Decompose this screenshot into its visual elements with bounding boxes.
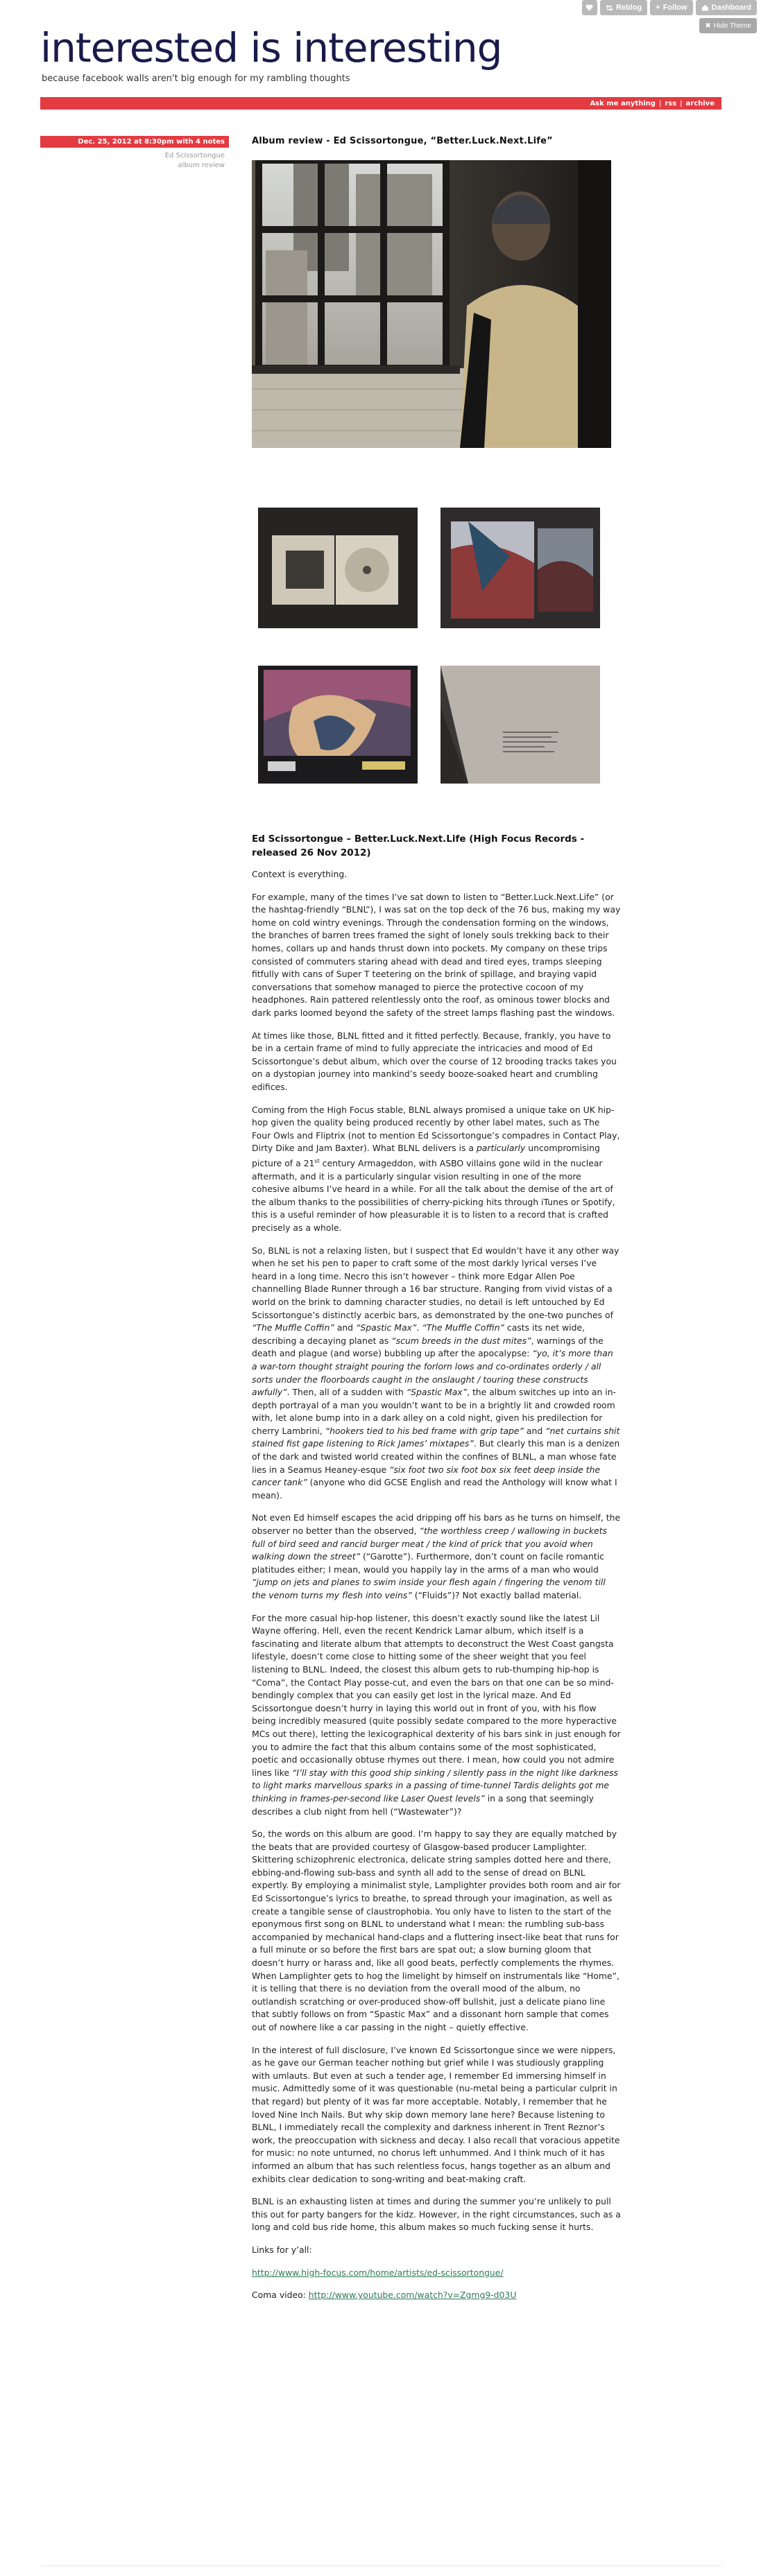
paragraph: So, BLNL is not a relaxing listen, but I suspect that Ed wouldn’t have it any other way when he set his pen to paper to craft some of the most darkly lyrical verses I’ve heard in a long time. Necro this isn’t however – think more Edgar Allen Poe channelling Blade Runner through a 16 bar structure. Ranging from vivid vistas of a world on the brink to damning character studies, no detail is left untouched by Ed Scissortongue’s distinctly acerbic bars, as demonstrated by the one-two punches of “The Muffle Coffin” and “Spastic Max”. “The Muffle Coffin” casts its net wide, describing a decaying planet as “scum breeds in the dust mites”, warnings of the death and plague (and worse) bubbling up after the apocalypse: “yo, it’s more than a war-torn thought straight pouring the forlorn lows and co-ordinates orderly / all sorts under the floorboards caught in the onslaught / touring these constructs awfully”. Then, all of a sudden with “Spastic Max”, the album switches up into an in-depth portrayal of a man you wouldn’t want to be in a brightly lit and crowded room with, let alone bump into in a dark alley on a cold night, given his predilection for cherry Lambrini, “hookers tied to his bed frame with grip tape” and “net curtains shit stained fist gape listening to Rick James’ mixtapes”. But clearly this man is a denizen of the dark and twisted world created within the confines of BLNL, a man whose fate lies in a Seamus Heaney-esque “six foot two six foot box six feet deep inside the cancer tank” (anyone who did GCSE English and read the Anthology will know what I mean). <box>252 1245 620 1501</box>
photo-album-liner-notes[interactable] <box>441 666 600 784</box>
photo-album-art-collage-image <box>441 508 600 628</box>
post-subheading: Ed Scissortongue – Better.Luck.Next.Life (High Focus Records - released 26 Nov 2012) <box>252 833 585 858</box>
paragraph: Not even Ed himself escapes the acid dripping off his bars as he turns on himself, the observer no better than the observed, “the worthless creep / wallowing in buckets full of bird seed and rancid burger meat / the kind of prick that you avoid when walking down the street” (“Garotte”). Furthermore, don’t count on facile romantic platitudes either; I mean, would you happily lay in the arms of a man who would “jump on jets and planes to swim inside your flesh again / fingering the venom till the venom turns my flesh into veins” (“Fluids”)? Not exactly ballad material. <box>252 1512 621 1600</box>
hide-theme-button[interactable] <box>699 18 757 33</box>
nav-rss-link[interactable]: rss <box>665 99 677 107</box>
photo-album-art-collage[interactable] <box>441 508 600 628</box>
photo-man-by-window-image <box>252 160 611 448</box>
photo-album-cover-front[interactable] <box>258 666 418 784</box>
tumblr-controls <box>582 0 757 15</box>
navbar <box>40 97 721 110</box>
photo-album-case-open-image <box>258 508 418 628</box>
photo-album-liner-notes-image <box>441 666 600 784</box>
paragraph: For example, many of the times I’ve sat down to listen to “Better.Luck.Next.Life” (or the hashtag-friendly “BLNL”), I was sat on the top deck of the 76 bus, making my way home on cold wintry evenings. Through the condensation forming on the windows, the branches of barren trees framed the sight of lonely souls trekking back to their homes, collars up and hands thrust down into pockets. My company on these trips consisted of commuters staring ahead with dead and tired eyes, tramps sleeping fitfully with cans of Super T teetering on the brink of spillage, and braying vapid conversations that somehow managed to pierce the protective cocoon of my headphones. Rain pattered relentlessly onto the roof, as ominous tower blocks and dark parks loomed beyond the safety of the street lamps flashing past the windows. <box>252 891 621 1018</box>
tag-link[interactable]: Ed Scissortongue <box>164 152 225 159</box>
youtube-link[interactable]: http://www.youtube.com/watch?v=Zgmg9-d03U <box>308 2290 517 2301</box>
hide-theme-row <box>699 18 757 33</box>
follow-label: Follow <box>662 3 687 12</box>
post-body <box>252 832 621 2312</box>
photo-album-cover-front-image <box>258 666 418 784</box>
site-title[interactable]: interested is interesting <box>40 24 502 71</box>
high-focus-link[interactable]: http://www.high-focus.com/home/artists/ed-scissortongue/ <box>252 2267 504 2278</box>
dashboard-button[interactable] <box>696 0 757 15</box>
like-button[interactable] <box>582 0 597 15</box>
paragraph <box>252 2289 621 2302</box>
nav-separator: | <box>680 99 683 107</box>
home-icon <box>701 4 709 11</box>
paragraph <box>252 2267 621 2280</box>
plus-icon: + <box>656 3 660 12</box>
reblog-button[interactable] <box>600 0 647 15</box>
nav-ask-link[interactable]: Ask me anything <box>590 99 656 107</box>
post-date[interactable]: Dec. 25, 2012 at 8:30pm with 4 notes <box>40 136 229 148</box>
photo-album-case-open[interactable] <box>258 508 418 628</box>
paragraph: So, the words on this album are good. I’m happy to say they are equally matched by the beats that are provided courtesy of Glasgow-based producer Lamplighter. Skittering schizophrenic electronica, delicate string samples dotted here and there, ebbing-and-flowing sub-bass and synth all add to the sense of dread on BLNL expertly. By employing a minimalist style, Lamplighter provides both room and air for Ed Scissortongue’s lyrics to breathe, to spread through your imagination, as well as create a tangible sense of claustrophobia. You only have to listen to the start of the eponymous first song on BLNL to understand what I mean: the rumbling sub-bass accompanied by mechanical hand-claps and a fluttering insect-like beat that runs for a full minute or so before the first bars are spat out; a slow burning gloom that doesn’t hurry or harass and, like all good beats, perfectly complements the rhymes. When Lamplighter gets to hog the limelight by himself on instrumentals like “Home”, it is telling that there is no deviation from the overall mood of the album, no outlandish scratching or over-produced show-off bullshit, just a delicate piano line that subtly follows on from “Spastic Max” and a dissonant horn sample that comes out of nowhere like a car passing in the night – quietly effective. <box>252 1829 621 2032</box>
paragraph: In the interest of full disclosure, I’ve known Ed Scissortongue since we were nippers, as he gave our German teacher nothing but grief while I was studiously grappling with umlauts. But even at such a tender age, I remember Ed immersing himself in music. Admittedly some of it was questionable (nu-metal being a particular culprit in that regard) but plenty of it was far more acceptable. Notably, I remember that he loved Nine Inch Nails. But why skip down memory lane here? Because listening to BLNL, I immediately recall the complexity and darkness inherent in Trent Reznor’s work, the preoccupation with sickness and decay. I also recall that voracious appetite for music: no note unturned, no chorus left unhummed. And I think much of it has informed an album that has such relentless focus, hangs together as an album and exhibits clear dedication to song-writing and beat-making craft. <box>252 2044 620 2184</box>
photo-man-by-window[interactable] <box>252 160 611 448</box>
post-main <box>252 136 611 448</box>
heart-icon <box>585 4 593 11</box>
paragraph: Coming from the High Focus stable, BLNL always promised a unique take on UK hip-hop given the quality being produced recently by other label mates, such as The Four Owls and Fliptrix (not to mention Ed Scissortongue’s compadres in Contact Play, Dirty Dike and Jam Baxter). What BLNL delivers is a particularly uncompromising picture of a 21st century Armageddon, with ASBO villains gone wild in the nuclear aftermath, and it is a particularly singular vision resulting in one of the more cohesive albums I’ve heard in a while. For all the talk about the demise of the art of the album thanks to the possibilities of cherry-picking hits through iTunes or Spotify, this is a useful reminder of how pleasurable it is to listen to a record that is crafted precisely as a whole. <box>252 1104 620 1233</box>
nav-archive-link[interactable]: archive <box>685 99 715 107</box>
post-title[interactable]: Album review - Ed Scissortongue, “Better.Luck.Next.Life” <box>252 136 553 146</box>
tag-link[interactable]: album review <box>178 162 225 169</box>
hide-theme-label: Hide Theme <box>713 21 751 30</box>
close-circle-icon: ✖ <box>705 21 711 30</box>
nav-separator: | <box>658 99 662 107</box>
post-tags <box>40 151 225 171</box>
site-description: because facebook walls aren't big enough for my rambling thoughts <box>42 74 350 84</box>
paragraph: At times like those, BLNL fitted and it fitted perfectly. Because, frankly, you have to be in a certain frame of mind to fully appreciate the intricacies and mood of Ed Scissortongue’s debut album, which over the course of 12 brooding tracks takes you on a dystopian journey into mankind’s seedy booze-soaked heart and crumbling edifices. <box>252 1030 617 1092</box>
dashboard-label: Dashboard <box>711 3 751 12</box>
paragraph: BLNL is an exhausting listen at times and during the summer you’re unlikely to pull this out for party bangers for the kidz. However, in the right circumstances, such as a long and cold bus ride home, this album makes so much fucking sense it hurts. <box>252 2196 621 2233</box>
coma-video-label: Coma video: <box>252 2290 309 2301</box>
reblog-label: Reblog <box>615 3 642 12</box>
reblog-icon <box>606 5 613 11</box>
paragraph: For the more casual hip-hop listener, this doesn’t exactly sound like the latest Lil Wayne offering. Hell, even the recent Kendrick Lamar album, which itself is a fascinating and literate album that attempts to deconstruct the West Coast gangsta lifestyle, doesn’t come close to hitting some of the sheer weight that you feel listening to BLNL. Indeed, the closest this album gets to rub-thumping hip-hop is “Coma”, the Contact Play posse-cut, and even the bars on that one can be so mind-bendingly complex that you can easily get lost in the lyrical maze. And Ed Scissortongue doesn’t hurry in laying this world out in front of you, with his flow being incredibly measured (quite possibly sedate compared to the more hyperactive MCs out there), letting the lexicographical dexterity of his bars sink in just enough for you to admire the fact that this album contains some of the most sophisticated, poetic and occasionally obtuse rhymes out there. I mean, how could you not admire lines like “I’ll stay with this good ship sinking / silently pass in the night like darkness to light marks marvellous sparks in a passing of time-tunnel Tardis delights got me thinking in frames-per-second like Laser Quest levels” in a song that seemingly describes a club night from hell (“Wastewater”)? <box>252 1612 621 1817</box>
follow-button[interactable] <box>650 0 692 15</box>
links-label: Links for y’all: <box>252 2244 312 2255</box>
paragraph: Context is everything. <box>252 869 348 879</box>
